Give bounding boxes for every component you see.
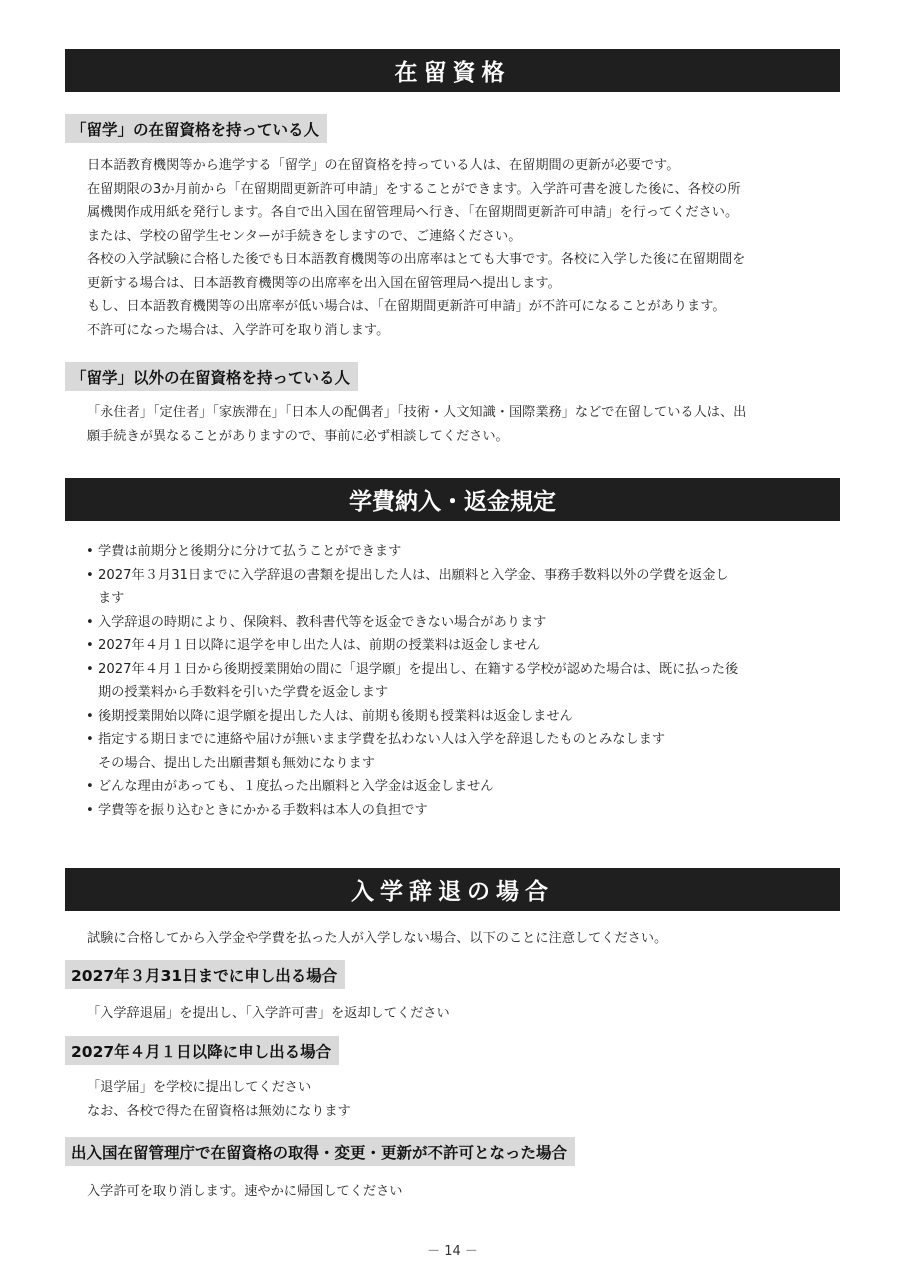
bullet-mark: •: [86, 732, 94, 747]
text-line: なお、各校で得た在留資格は無効になります: [87, 1103, 351, 1119]
text-line: 更新する場合は、日本語教育機関等の出席率を出入国在留管理局へ提出します。: [87, 275, 561, 291]
bullet-mark: •: [86, 544, 94, 559]
list-item-text: 指定する期日までに連絡や届けが無いまま学費を払わない人は入学を辞退したものとみなします: [98, 732, 666, 747]
bullet-mark: •: [86, 638, 94, 653]
text-line: 「退学届」を学校に提出してください: [87, 1080, 312, 1095]
text-line: 入学許可を取り消します。速やかに帰国してください: [87, 1184, 403, 1199]
student-status-text: [87, 154, 842, 342]
bullet-mark: •: [86, 614, 94, 630]
page-number: － 14 －: [427, 1244, 478, 1259]
list-item: [86, 564, 843, 611]
bullet-mark: •: [86, 661, 94, 677]
text-line: 試験に合格してから入学金や学費を払った人が入学しない場合、以下のことに注意してください。: [87, 931, 668, 946]
other-status-text: [87, 401, 842, 448]
bullet-mark: •: [86, 708, 94, 724]
subheading-other-status-label: 「留学」以外の在留資格を持っている人: [71, 368, 351, 387]
section-banner-residence: [65, 49, 840, 92]
case-before-march-text: [87, 1002, 842, 1026]
text-line: 願手続きが異なることがありますので、事前に必ず相談してください。: [87, 428, 509, 444]
list-item: [86, 799, 843, 823]
subheading-case-after-april-label: 2027年４月１日以降に申し出る場合: [71, 1042, 332, 1061]
subheading-student-status: [65, 114, 327, 143]
list-item-text: 2027年４月１日から後期授業開始の間に「退学願」を提出し、在籍する学校が認めた場合は、既に払った後: [98, 661, 739, 677]
list-item-text: 学費等を振り込むときにかかる手数料は本人の負担です: [98, 802, 428, 818]
list-item-text: 後期授業開始以降に退学願を提出した人は、前期も後期も授業料は返金しません: [98, 708, 573, 724]
list-item-text: どんな理由があっても、１度払った出願料と入学金は返金しません: [98, 779, 494, 794]
text-line: または、学校の留学生センターが手続きをしますので、ご連絡ください。: [87, 228, 522, 244]
subheading-case-before-march: [65, 960, 345, 989]
text-line: 不許可になった場合は、入学許可を取り消します。: [87, 322, 390, 338]
list-item: [86, 611, 843, 635]
subheading-other-status: [65, 362, 358, 391]
subheading-case-visa-denied-label: 出入国在留管理庁で在留資格の取得・変更・更新が不許可となった場合: [71, 1143, 568, 1162]
bullet-mark: •: [86, 779, 94, 794]
section-title-tuition: 学費納入・返金規定: [349, 489, 556, 515]
subheading-student-status-label: 「留学」の在留資格を持っている人: [71, 120, 320, 139]
list-item-text-continued: その場合、提出した出願書類も無効になります: [98, 755, 375, 771]
tuition-rules-list: [86, 540, 843, 822]
text-line: 在留期限の3か月前から「在留期間更新許可申請」をすることができます。入学許可書を渡した後に、各校の所: [87, 181, 741, 197]
text-line: 「入学辞退届」を提出し、「入学許可書」を返却してください: [87, 1006, 450, 1021]
subheading-case-after-april: [65, 1036, 339, 1065]
text-line: もし、日本語教育機関等の出席率が低い場合は、「在留期間更新許可申請」が不許可になることがあります。: [87, 299, 726, 314]
list-item-text: 2027年３月31日までに入学辞退の書類を提出した人は、出願料と入学金、事務手数料以外の学費を返金し: [98, 567, 729, 583]
list-item-text: 入学辞退の時期により、保険料、教科書代等を返金できない場合があります: [98, 614, 547, 630]
section-banner-withdrawal: [65, 868, 840, 911]
list-item: [86, 658, 843, 705]
bullet-mark: •: [86, 567, 94, 583]
text-line: 日本語教育機関等から進学する「留学」の在留資格を持っている人は、在留期間の更新が必要です。: [87, 158, 680, 173]
list-item: [86, 705, 843, 729]
section-title-residence: 在留資格: [394, 60, 511, 86]
bullet-mark: •: [86, 802, 94, 818]
section-title-withdrawal: 入学辞退の場合: [351, 879, 554, 905]
withdrawal-intro: [87, 927, 842, 951]
case-visa-denied-text: [87, 1180, 842, 1204]
text-line: 各校の入学試験に合格した後でも日本語教育機関等の出席率はとても大事です。各校に入学した後に在留期間を: [87, 252, 746, 267]
text-line: 属機関作成用紙を発行します。各自で出入国在留管理局へ行き、「在留期間更新許可申請」を行ってください。: [87, 205, 739, 220]
list-item: [86, 775, 843, 799]
list-item: [86, 728, 843, 775]
case-after-april-text: [87, 1076, 842, 1123]
list-item: [86, 634, 843, 658]
list-item-text-continued: ます: [98, 591, 125, 606]
subheading-case-visa-denied: [65, 1137, 575, 1166]
list-item-text: 2027年４月１日以降に退学を申し出た人は、前期の授業料は返金しません: [98, 638, 541, 653]
list-item-text-continued: 期の授業料から手数料を引いた学費を返金します: [98, 685, 389, 700]
list-item-text: 学費は前期分と後期分に分けて払うことができます: [98, 544, 402, 559]
section-banner-tuition: [65, 478, 840, 521]
subheading-case-before-march-label: 2027年３月31日までに申し出る場合: [71, 966, 338, 985]
text-line: 「永住者」「定住者」「家族滞在」「日本人の配偶者」「技術・人文知識・国際業務」などで在留している人は、出: [87, 405, 747, 420]
list-item: [86, 540, 843, 564]
